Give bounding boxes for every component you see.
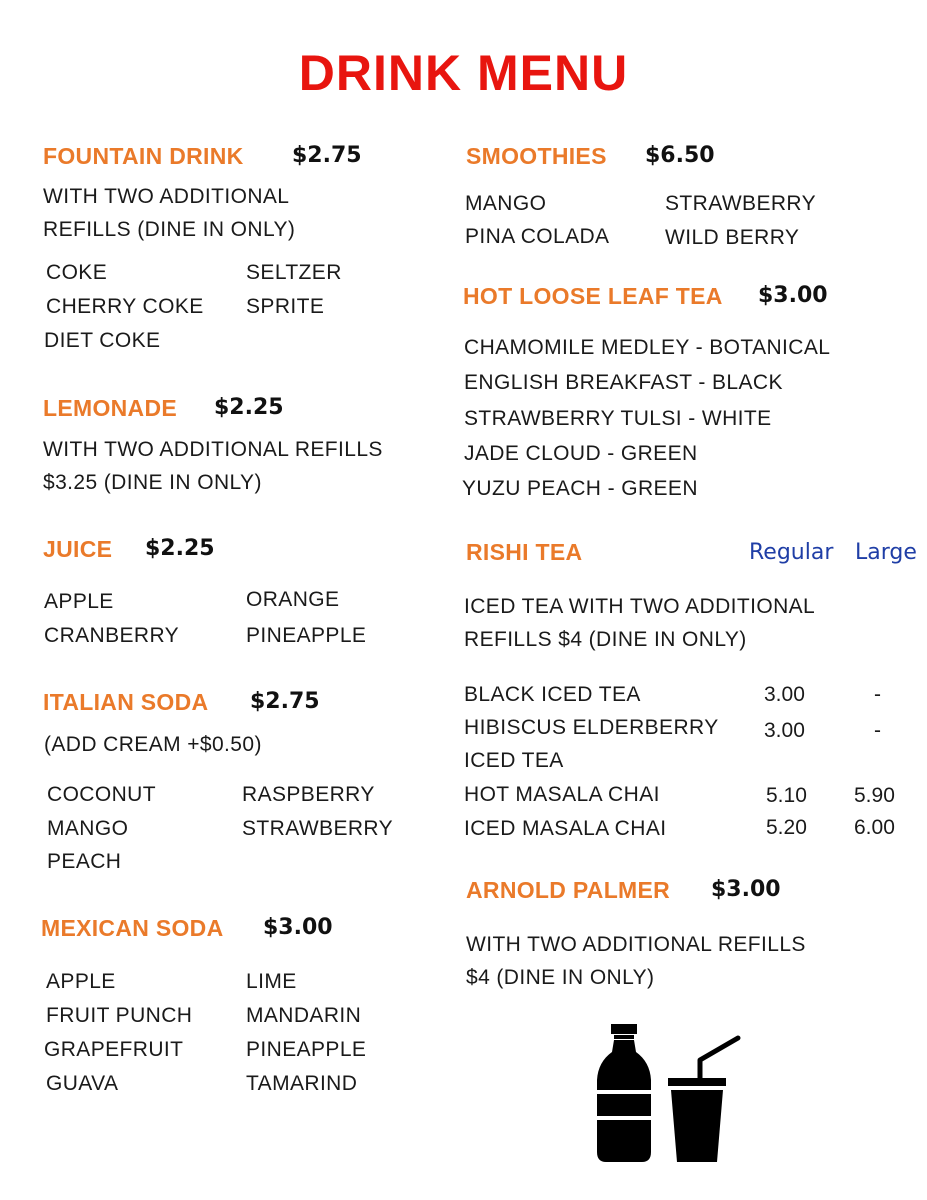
mexican-soda-item: APPLE bbox=[46, 970, 116, 993]
arnold-price: $3.00 bbox=[711, 877, 781, 902]
fountain-item: COKE bbox=[46, 261, 108, 284]
hot-tea-price: $3.00 bbox=[758, 283, 828, 308]
mexican-soda-item: LIME bbox=[246, 970, 297, 993]
rishi-heading: RISHI TEA bbox=[466, 539, 583, 565]
arnold-heading: ARNOLD PALMER bbox=[466, 877, 671, 903]
rishi-row-regular: 5.20 bbox=[766, 816, 807, 839]
rishi-row-name: HOT MASALA CHAI bbox=[464, 783, 660, 806]
large-size-label: Large bbox=[855, 540, 917, 565]
hot-tea-item: JADE CLOUD - GREEN bbox=[464, 442, 698, 465]
italian-soda-heading: ITALIAN SODA bbox=[43, 689, 209, 715]
fountain-note-2: REFILLS (DINE IN ONLY) bbox=[43, 218, 296, 241]
juice-item: CRANBERRY bbox=[44, 624, 180, 647]
smoothie-item: MANGO bbox=[465, 192, 547, 215]
mexican-soda-item: MANDARIN bbox=[246, 1004, 362, 1027]
cup-with-straw-icon bbox=[666, 1034, 742, 1166]
mexican-soda-item: GRAPEFRUIT bbox=[44, 1038, 184, 1061]
rishi-row-large: - bbox=[874, 683, 881, 706]
juice-item: PINEAPPLE bbox=[246, 624, 367, 647]
hot-tea-item: ENGLISH BREAKFAST - BLACK bbox=[464, 371, 783, 394]
fountain-item: SPRITE bbox=[246, 295, 325, 318]
juice-item: APPLE bbox=[44, 590, 114, 613]
mexican-soda-item: TAMARIND bbox=[246, 1072, 358, 1095]
rishi-note-1: ICED TEA WITH TWO ADDITIONAL bbox=[464, 595, 816, 618]
italian-soda-note: (ADD CREAM +$0.50) bbox=[44, 733, 262, 756]
mexican-soda-item: GUAVA bbox=[46, 1072, 119, 1095]
rishi-row-name: HIBISCUS ELDERBERRY bbox=[464, 716, 719, 739]
smoothie-item: WILD BERRY bbox=[665, 226, 800, 249]
lemonade-note-1: WITH TWO ADDITIONAL REFILLS bbox=[43, 438, 383, 461]
smoothies-price: $6.50 bbox=[645, 143, 715, 168]
smoothies-heading: SMOOTHIES bbox=[466, 143, 607, 169]
fountain-note-1: WITH TWO ADDITIONAL bbox=[43, 185, 290, 208]
italian-soda-item: RASPBERRY bbox=[242, 783, 375, 806]
italian-soda-item: COCONUT bbox=[47, 783, 156, 806]
arnold-note-2: $4 (DINE IN ONLY) bbox=[466, 966, 655, 989]
regular-size-label: Regular bbox=[749, 540, 834, 565]
rishi-row-large: 5.90 bbox=[854, 784, 895, 807]
rishi-row-name: BLACK ICED TEA bbox=[464, 683, 641, 706]
fountain-item: SELTZER bbox=[246, 261, 342, 284]
juice-price: $2.25 bbox=[145, 536, 215, 561]
rishi-row-regular: 3.00 bbox=[764, 719, 805, 742]
rishi-row-name: ICED MASALA CHAI bbox=[464, 817, 667, 840]
italian-soda-item: STRAWBERRY bbox=[242, 817, 394, 840]
juice-item: ORANGE bbox=[246, 588, 340, 611]
mexican-soda-price: $3.00 bbox=[263, 915, 333, 940]
lemonade-note-2: $3.25 (DINE IN ONLY) bbox=[43, 471, 262, 494]
fountain-item: CHERRY COKE bbox=[46, 295, 204, 318]
soda-bottle-icon bbox=[594, 1024, 654, 1166]
italian-soda-price: $2.75 bbox=[250, 689, 320, 714]
rishi-note-2: REFILLS $4 (DINE IN ONLY) bbox=[464, 628, 747, 651]
lemonade-price: $2.25 bbox=[214, 395, 284, 420]
rishi-row-name-cont: ICED TEA bbox=[464, 749, 564, 772]
hot-tea-item: CHAMOMILE MEDLEY - BOTANICAL bbox=[464, 336, 831, 359]
smoothie-item: PINA COLADA bbox=[465, 225, 610, 248]
page-title: DRINK MENU bbox=[298, 45, 629, 101]
mexican-soda-item: FRUIT PUNCH bbox=[46, 1004, 193, 1027]
italian-soda-item: MANGO bbox=[47, 817, 129, 840]
hot-tea-item: YUZU PEACH - GREEN bbox=[462, 477, 698, 500]
lemonade-heading: LEMONADE bbox=[43, 395, 178, 421]
rishi-row-large: 6.00 bbox=[854, 816, 895, 839]
fountain-price: $2.75 bbox=[292, 143, 362, 168]
rishi-row-regular: 5.10 bbox=[766, 784, 807, 807]
hot-tea-item: STRAWBERRY TULSI - WHITE bbox=[464, 407, 772, 430]
juice-heading: JUICE bbox=[43, 536, 113, 562]
mexican-soda-item: PINEAPPLE bbox=[246, 1038, 367, 1061]
arnold-note-1: WITH TWO ADDITIONAL REFILLS bbox=[466, 933, 806, 956]
smoothie-item: STRAWBERRY bbox=[665, 192, 817, 215]
rishi-row-regular: 3.00 bbox=[764, 683, 805, 706]
hot-tea-heading: HOT LOOSE LEAF TEA bbox=[463, 283, 723, 309]
fountain-heading: FOUNTAIN DRINK bbox=[43, 143, 244, 169]
italian-soda-item: PEACH bbox=[47, 850, 122, 873]
rishi-row-large: - bbox=[874, 719, 881, 742]
fountain-item: DIET COKE bbox=[44, 329, 161, 352]
mexican-soda-heading: MEXICAN SODA bbox=[41, 915, 224, 941]
